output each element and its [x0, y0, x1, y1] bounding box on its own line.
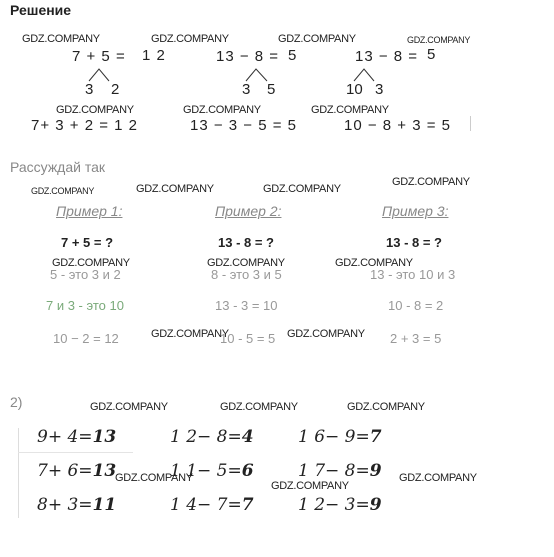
exercise-row-1-col-2: 1 2− 8=4	[170, 427, 254, 447]
watermark: GDZ.COMPANY	[151, 328, 229, 340]
watermark: GDZ.COMPANY	[399, 472, 477, 484]
example-3-step-3: 2 + 3 = 5	[390, 331, 442, 346]
exercise-number: 2)	[10, 394, 23, 410]
problem-2-expression: 13 − 8 =	[216, 48, 280, 65]
example-3-label: Пример 3:	[382, 203, 449, 219]
problem-2-answer: 5	[288, 47, 298, 64]
watermark: GDZ.COMPANY	[311, 104, 389, 116]
example-1-step-1: 5 - это 3 и 2	[50, 267, 121, 282]
watermark: GDZ.COMPANY	[392, 176, 470, 188]
grid-line	[470, 116, 471, 131]
watermark: GDZ.COMPANY	[90, 401, 168, 413]
page-title: Решение	[10, 2, 72, 18]
exercise-row-2-col-2: 1 1− 5=6	[170, 461, 254, 481]
problem-2-split-a: 3	[242, 81, 251, 98]
exercise-row-3-col-1: 8+ 3=11	[37, 495, 117, 515]
example-1-step-3: 10 − 2 = 12	[53, 331, 119, 346]
grid-line	[18, 428, 19, 518]
watermark: GDZ.COMPANY	[407, 35, 471, 45]
problem-1-answer: 1 2	[142, 47, 166, 64]
problem-3-chain: 10 − 8 + 3 = 5	[344, 117, 451, 134]
example-2-step-2: 13 - 3 = 10	[215, 298, 278, 313]
exercise-row-3-col-2: 1 4− 7=7	[170, 495, 254, 515]
exercise-row-1-col-1: 9+ 4=13	[37, 427, 117, 447]
exercise-row-2-col-3: 1 7− 8=9	[298, 461, 382, 481]
watermark: GDZ.COMPANY	[207, 257, 285, 269]
exercise-row-2-col-1: 7+ 6=13	[37, 461, 117, 481]
problem-3-split-b: 3	[375, 81, 384, 98]
watermark: GDZ.COMPANY	[22, 33, 100, 45]
example-3-step-2: 10 - 8 = 2	[388, 298, 444, 313]
example-1-task: 7 + 5 = ?	[61, 235, 114, 250]
watermark: GDZ.COMPANY	[151, 33, 229, 45]
example-2-step-1: 8 - это 3 и 5	[211, 267, 282, 282]
problem-1-split-b: 2	[111, 81, 120, 98]
watermark: GDZ.COMPANY	[220, 401, 298, 413]
problem-3-answer: 5	[427, 46, 437, 63]
watermark: GDZ.COMPANY	[115, 472, 193, 484]
problem-3-expression: 13 − 8 =	[355, 48, 419, 65]
example-2-step-3: 10 - 5 = 5	[220, 331, 276, 346]
problem-1-expression: 7 + 5 =	[72, 48, 126, 65]
problem-1-chain: 7+ 3 + 2 = 1 2	[31, 117, 138, 134]
example-2-task: 13 - 8 = ?	[218, 235, 274, 250]
example-1-label: Пример 1:	[56, 203, 123, 219]
exercise-row-3-col-3: 1 2− 3=9	[298, 495, 382, 515]
problem-3-split-a: 10	[346, 81, 363, 98]
example-2-label: Пример 2:	[215, 203, 282, 219]
watermark: GDZ.COMPANY	[183, 104, 261, 116]
grid-line	[18, 452, 133, 453]
section-heading: Рассуждай так	[10, 159, 106, 175]
exercise-row-1-col-3: 1 6− 9=7	[298, 427, 382, 447]
example-3-step-1: 13 - это 10 и 3	[370, 267, 456, 282]
watermark: GDZ.COMPANY	[347, 401, 425, 413]
watermark: GDZ.COMPANY	[263, 183, 341, 195]
watermark: GDZ.COMPANY	[31, 186, 95, 196]
watermark: GDZ.COMPANY	[52, 257, 130, 269]
problem-1-split-a: 3	[85, 81, 94, 98]
watermark: GDZ.COMPANY	[278, 33, 356, 45]
watermark: GDZ.COMPANY	[136, 183, 214, 195]
watermark: GDZ.COMPANY	[335, 257, 413, 269]
watermark: GDZ.COMPANY	[287, 328, 365, 340]
problem-2-chain: 13 − 3 − 5 = 5	[190, 117, 297, 134]
example-3-task: 13 - 8 = ?	[386, 235, 442, 250]
watermark: GDZ.COMPANY	[56, 104, 134, 116]
example-1-step-2: 7 и 3 - это 10	[46, 298, 124, 313]
watermark: GDZ.COMPANY	[271, 480, 349, 492]
problem-2-split-b: 5	[267, 81, 276, 98]
